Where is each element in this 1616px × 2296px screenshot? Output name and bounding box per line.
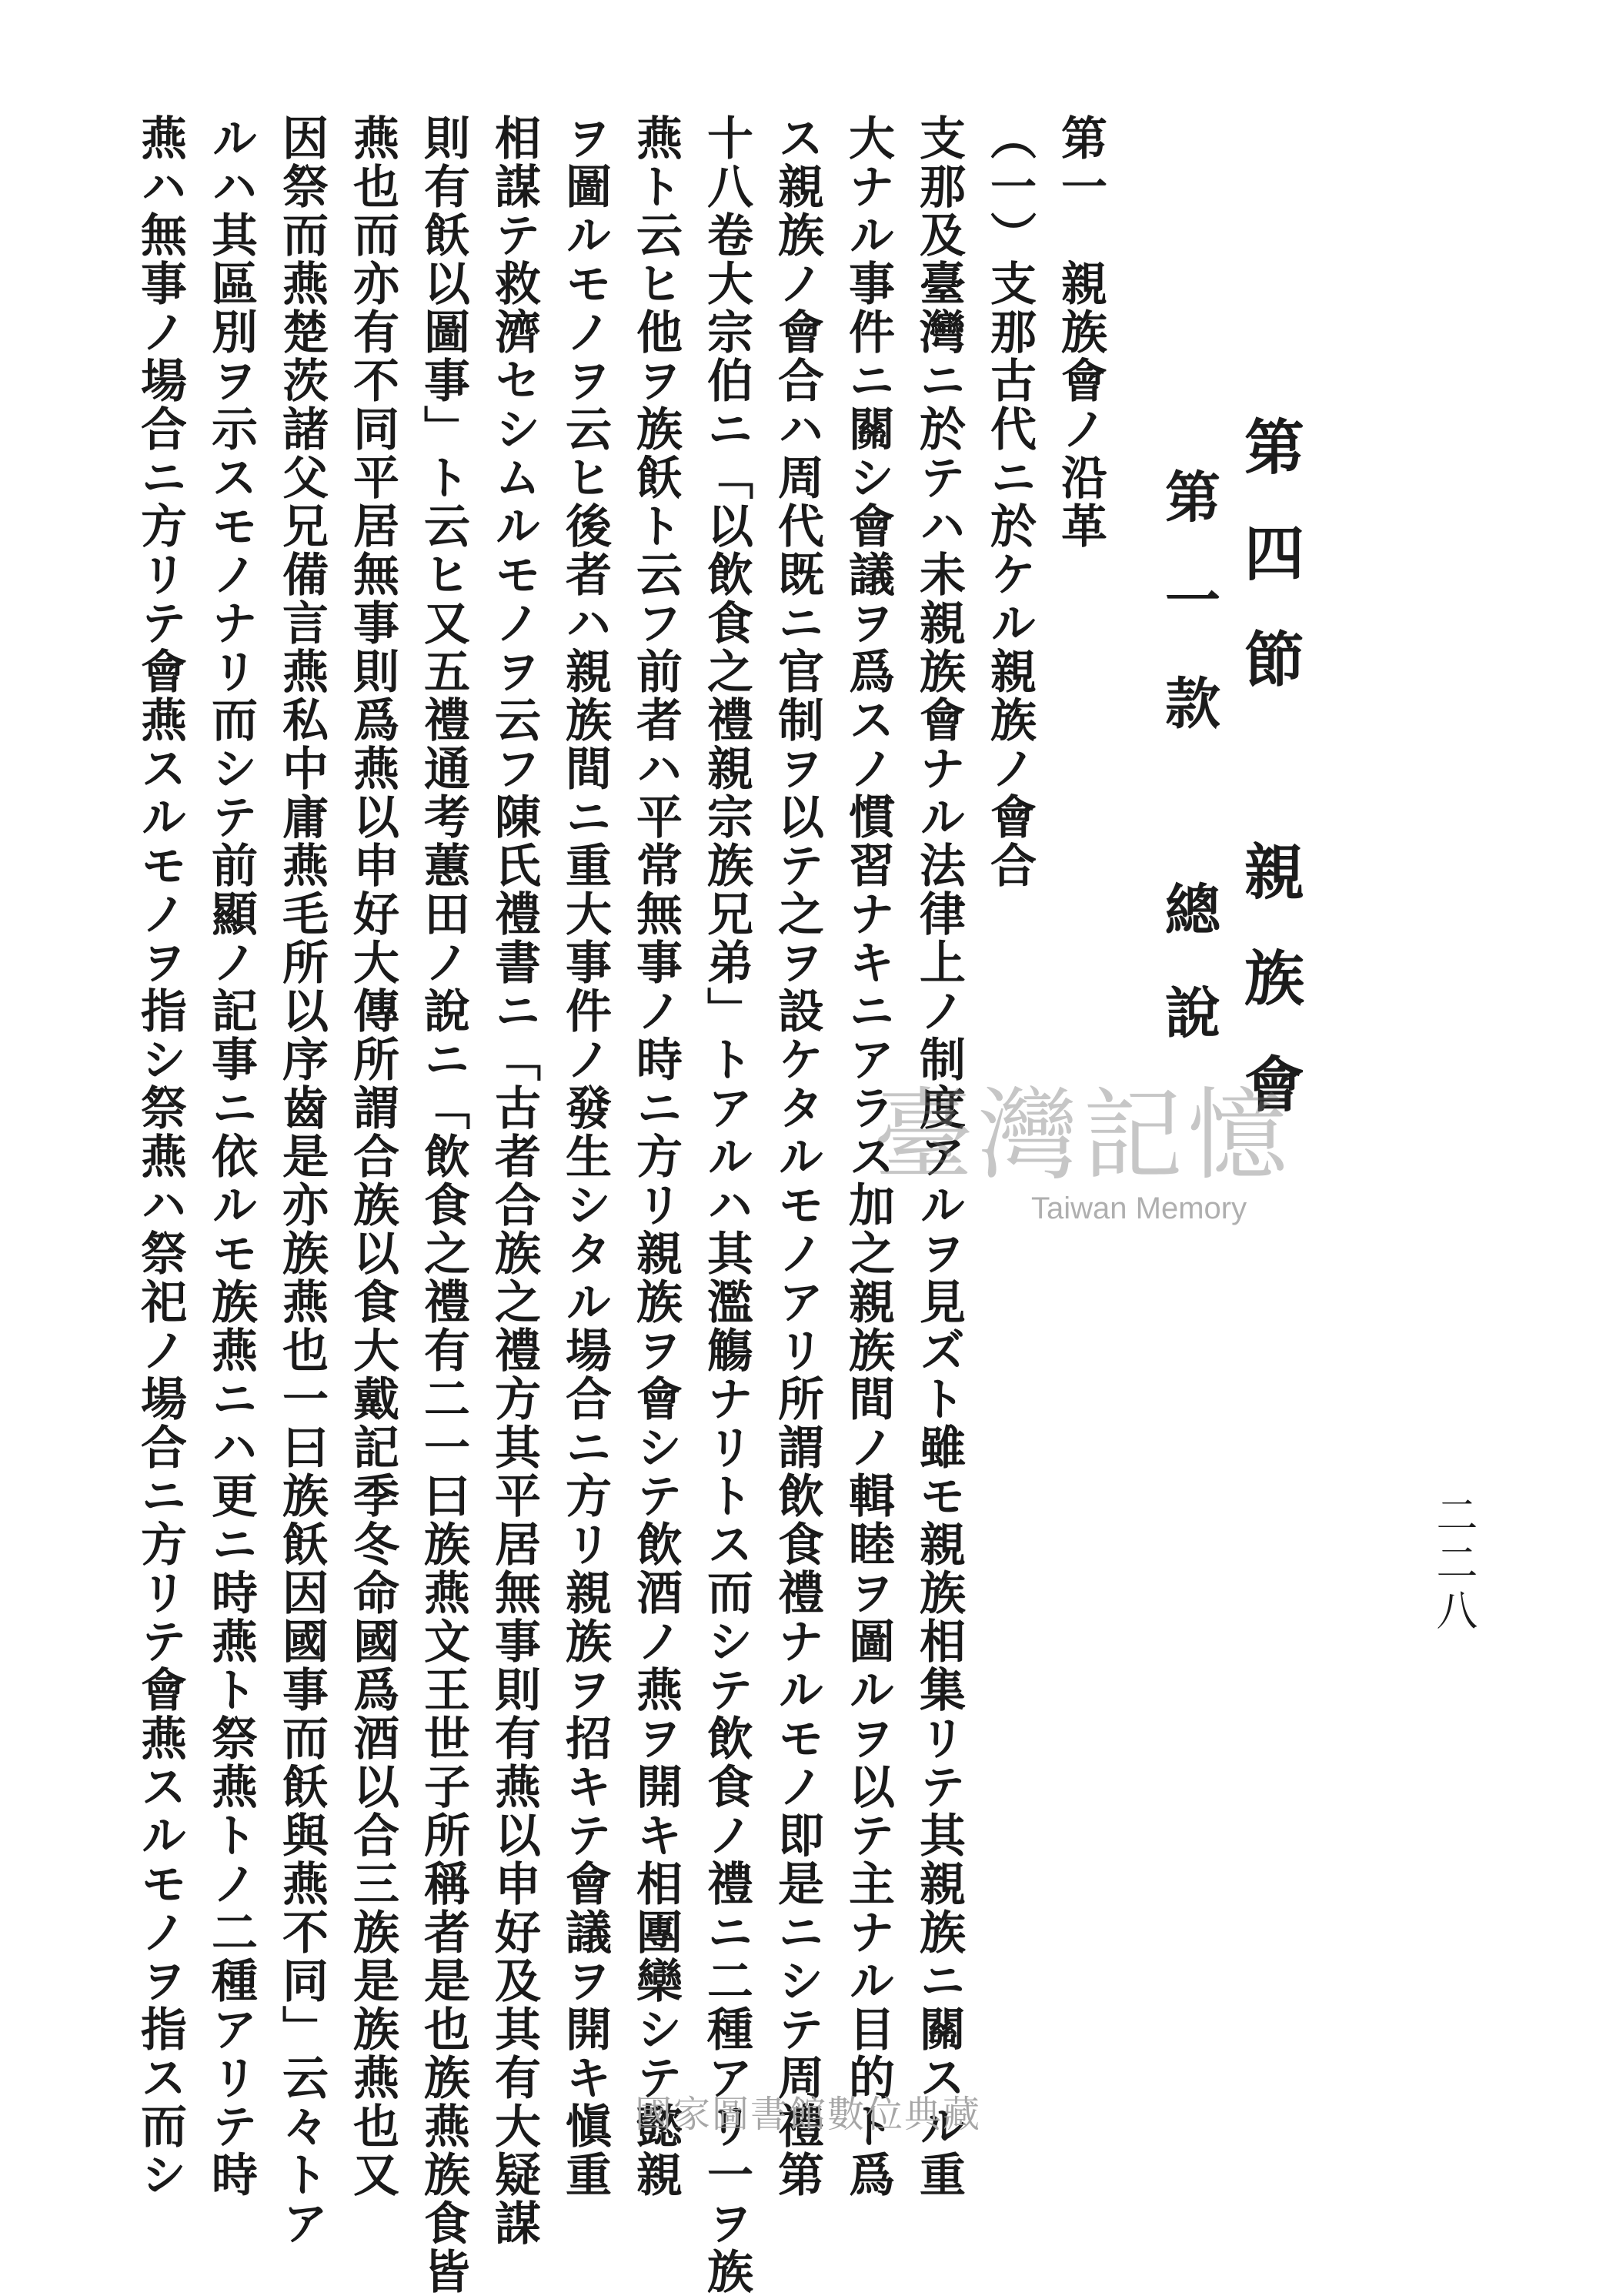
text-line: 燕也而亦有不同平居無事則爲燕以申好大傳所謂合族以食大戴記季冬命國爲酒以合三族是族燕也又 [346,114,399,2199]
text-line: ルハ其區別ヲ示スモノナリ而シテ前顯ノ記事ニ依ルモ族燕ニハ更ニ時燕ト祭燕トノ二種アリテ時 [204,114,258,2199]
text-line: 大ナル事件ニ關シ會議ヲ爲スノ慣習ナキニアラス加之親族間ノ輯睦ヲ圖ルヲ以テ主ナル目的ト爲 [841,114,895,2199]
text-line: ス親族ノ會合ハ周代既ニ官制ヲ以テ之ヲ設ケタルモノアリ所謂飲食禮ナルモノ即是ニシテ周禮第 [770,114,824,2199]
text-line: 第一 親族會ノ沿革 [1053,114,1107,550]
text-line: 支那及臺灣ニ於テハ未親族會ナル法律上ノ制度アルヲ見ズト雖モ親族相集リテ其親族ニ關スル重 [912,114,966,2199]
text-line: 因祭而燕楚茨諸父兄備言燕私中庸燕毛所以序齒是亦族燕也一曰族飫因國事而飫與燕不同」云々トア [275,114,329,2248]
text-line: （一）支那古代ニ於ケル親族ノ會合 [983,114,1037,890]
watermark-chinese: 臺灣記憶 [873,1077,1293,1194]
section-heading: 第四節 親族會 [1234,416,1304,1159]
subsection-heading: 第一款 總說 [1156,468,1221,1087]
page-number: 二二八 [1430,1493,1478,1636]
text-line: 相謀テ救濟セシムルモノヲ云フ陳氏禮書ニ「古者合族之禮方其平居無事則有燕以申好及其有大疑謀 [487,114,541,2248]
text-line: 燕ハ無事ノ場合ニ方リテ會燕スルモノヲ指シ祭燕ハ祭祀ノ場合ニ方リテ會燕スルモノヲ指ス而シ [133,114,187,2199]
text-line: 則有飫以圖事」ト云ヒ又五禮通考蕙田ノ說ニ「飲食之禮有二一曰族燕文王世子所稱者是也族燕族食皆 [416,114,470,2296]
text-line: 燕ト云ヒ他ヲ族飫ト云フ前者ハ平常無事ノ時ニ方リ親族ヲ會シテ飲酒ノ燕ヲ開キ相團欒シテ懿親 [629,114,683,2199]
text-line: 十八卷大宗伯ニ「以飲食之禮親宗族兄弟」トアルハ其濫觴ナリトス而シテ飲食ノ禮ニ二種アリ一ヲ族 [699,114,753,2296]
text-line: ヲ圖ルモノヲ云ヒ後者ハ親族間ニ重大事件ノ發生シタル場合ニ方リ親族ヲ招キテ會議ヲ開キ愼重 [558,114,612,2199]
footer-archive-credit: 國家圖書館數位典藏 [634,2093,981,2136]
watermark-english: Taiwan Memory [1031,1191,1247,1225]
